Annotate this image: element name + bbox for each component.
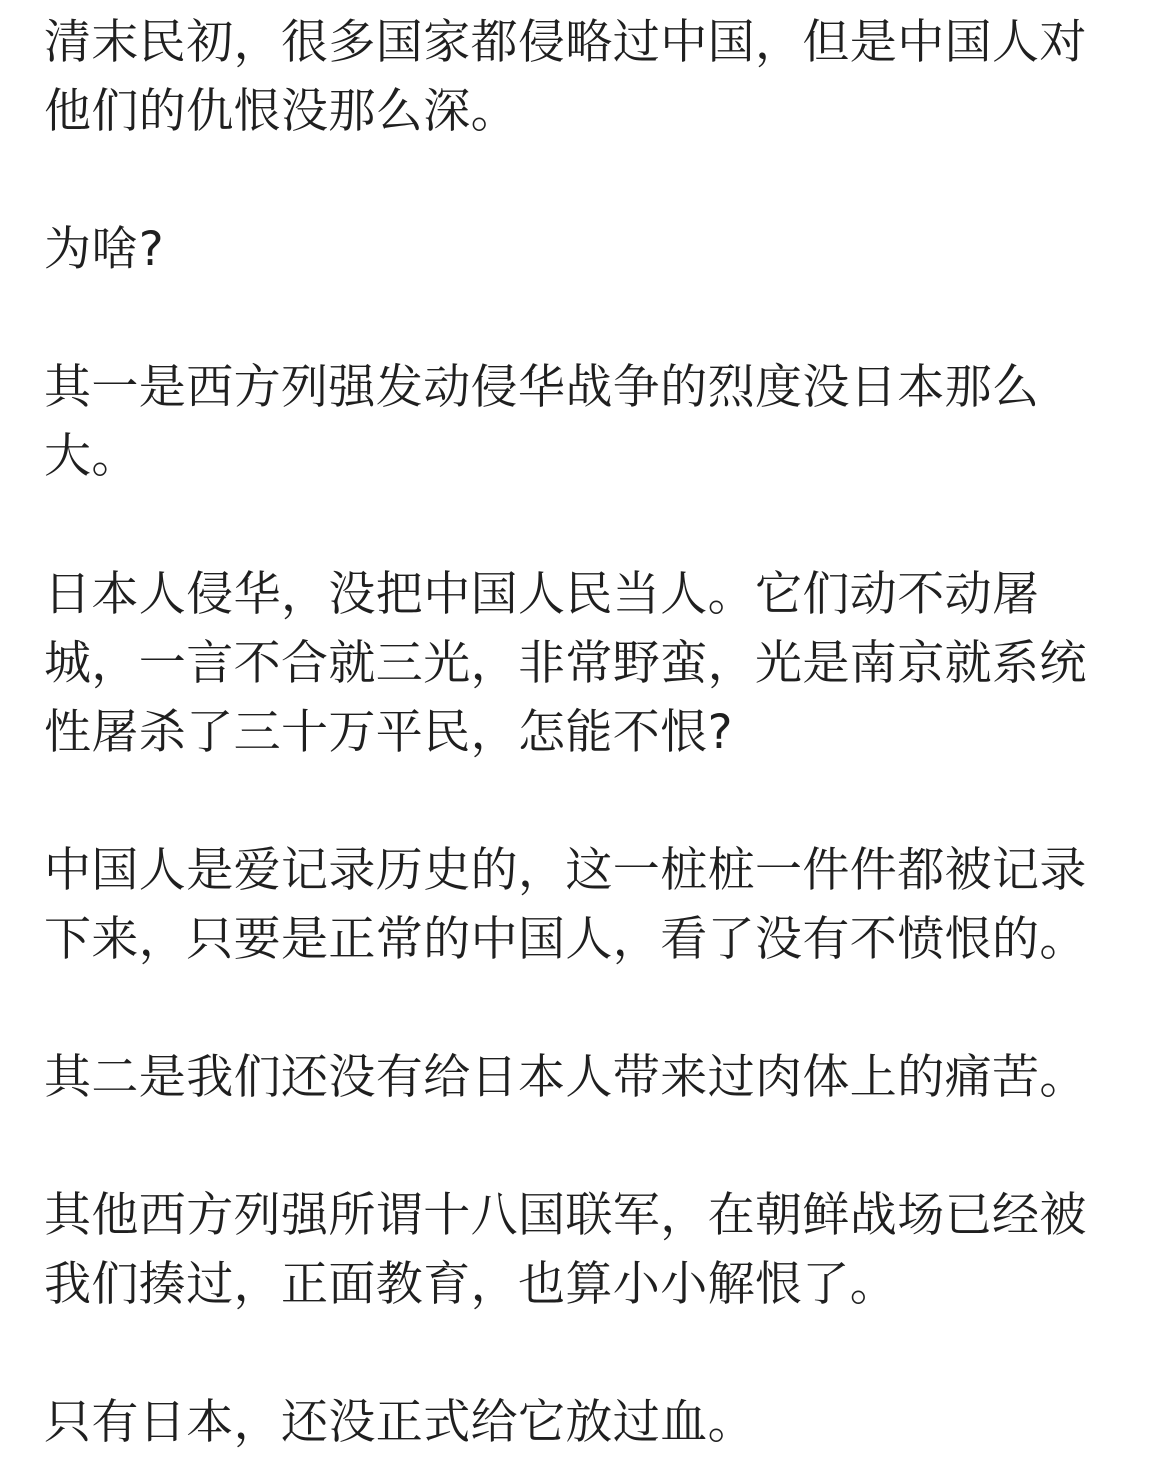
paragraph-5	[44, 836, 1144, 974]
paragraph-3	[44, 353, 1144, 491]
paragraph-line: 其一是西方列强发动侵华战争的烈度没日本那么	[44, 360, 1040, 415]
paragraph-1	[44, 8, 1144, 146]
paragraph-8	[44, 1388, 1144, 1457]
paragraph-line: 其他西方列强所谓十八国联军，在朝鲜战场已经被	[44, 1188, 1087, 1243]
paragraph-line: 清末民初，很多国家都侵略过中国，但是中国人对	[44, 15, 1087, 70]
paragraph-line: 下来，只要是正常的中国人，看了没有不愤恨的。	[44, 912, 1087, 967]
paragraph-line: 只有日本，还没正式给它放过血。	[44, 1395, 755, 1450]
paragraph-7	[44, 1181, 1144, 1319]
paragraph-4	[44, 560, 1144, 767]
paragraph-2	[44, 215, 1144, 284]
paragraph-line: 他们的仇恨没那么深。	[44, 84, 518, 139]
paragraph-line: 中国人是爱记录历史的，这一桩桩一件件都被记录	[44, 843, 1087, 898]
paragraph-line: 日本人侵华，没把中国人民当人。它们动不动屠	[44, 567, 1040, 622]
paragraph-line: 为啥?	[44, 222, 165, 277]
article-body	[44, 8, 1144, 1457]
paragraph-line: 性屠杀了三十万平民，怎能不恨?	[44, 705, 733, 760]
paragraph-line: 大。	[44, 429, 139, 484]
paragraph-line: 城，一言不合就三光，非常野蛮，光是南京就系统	[44, 636, 1087, 691]
paragraph-line: 我们揍过，正面教育，也算小小解恨了。	[44, 1257, 898, 1312]
paragraph-6	[44, 1043, 1144, 1112]
paragraph-line: 其二是我们还没有给日本人带来过肉体上的痛苦。	[44, 1050, 1087, 1105]
